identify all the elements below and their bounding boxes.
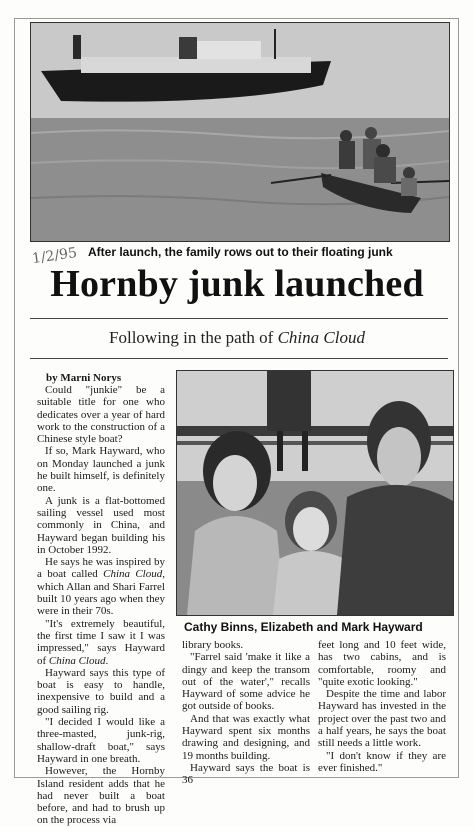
paragraph-text: He says he was inspired by a boat called xyxy=(37,556,165,581)
paragraph: "I don't know if they are ever finished." xyxy=(318,749,446,774)
page-title: Hornby junk launched xyxy=(50,263,424,305)
paragraph-text: "It's extremely beautiful, the first time I saw it I was impressed," says Hayward of xyxy=(37,617,165,667)
family-photo-illustration xyxy=(177,371,453,615)
boat-name: China Cloud xyxy=(103,568,163,581)
paragraph: "I decided I would like a three-masted, junk-rig, shallow-draft boat," says Hayward in one breath. xyxy=(37,716,165,765)
paragraph: "Farrel said 'make it like a dingy and keep the transom out of the water'," recalls Hayward of some advice he got outside of books. xyxy=(182,651,310,713)
subheadline-italic: China Cloud xyxy=(277,328,365,347)
headline-rule xyxy=(30,318,448,319)
subheadline xyxy=(0,328,474,348)
boat-photo-illustration xyxy=(31,23,449,241)
top-photo-caption: After launch, the family rows out to their floating junk xyxy=(88,245,393,259)
byline: by Marni Norys xyxy=(46,372,122,384)
paragraph: Could "junkie" be a suitable title for one who dedicates over a year of hard work to the construction of a Chinese style boat? xyxy=(37,384,165,446)
paragraph xyxy=(37,618,165,667)
subheadline-text: Following in the path of xyxy=(109,328,274,347)
paragraph: If so, Mark Hayward, who on Monday launched a junk he built himself, is definitely one. xyxy=(37,445,165,495)
paragraph: feet long and 10 feet wide, has two cabins, and is comfortable, roomy and "quite exotic looking." xyxy=(318,639,446,688)
boat-photo xyxy=(30,22,450,242)
article-column-2 xyxy=(182,639,310,787)
paragraph: However, the Hornby Island resident adds that he had never built a boat before, and had to brush up on the process via xyxy=(37,765,165,827)
paragraph: library books. xyxy=(182,639,244,651)
subhead-rule xyxy=(30,358,448,359)
paragraph-text: , which Allan and Shari Farrel built 10 years ago when they were in their 70s. xyxy=(37,568,165,618)
handwritten-date: 1/2/95 xyxy=(31,244,78,268)
paragraph: Hayward says this type of boat is easy to handle, inexpensive to build and a good sailing rig. xyxy=(37,666,165,716)
paragraph: And that was exactly what Hayward spent six months drawing and designing, and 19 months building. xyxy=(182,712,310,762)
article-column-1 xyxy=(37,384,165,827)
paragraph: Hayward says the boat is 36 xyxy=(182,761,310,787)
paragraph: Despite the time and labor Hayward has invested in the project over the past two and a half years, he says the boat still needs a little work. xyxy=(318,688,446,750)
article-column-3 xyxy=(318,639,446,774)
paragraph: A junk is a flat-bottomed sailing vessel used most commonly in China, and Hayward began building his in October 1992. xyxy=(37,494,165,556)
family-photo-caption: Cathy Binns, Elizabeth and Mark Hayward xyxy=(184,620,423,634)
family-photo xyxy=(176,370,454,616)
paragraph xyxy=(37,556,165,617)
boat-name: China Cloud xyxy=(48,654,106,667)
paragraph-text: . xyxy=(105,654,109,667)
